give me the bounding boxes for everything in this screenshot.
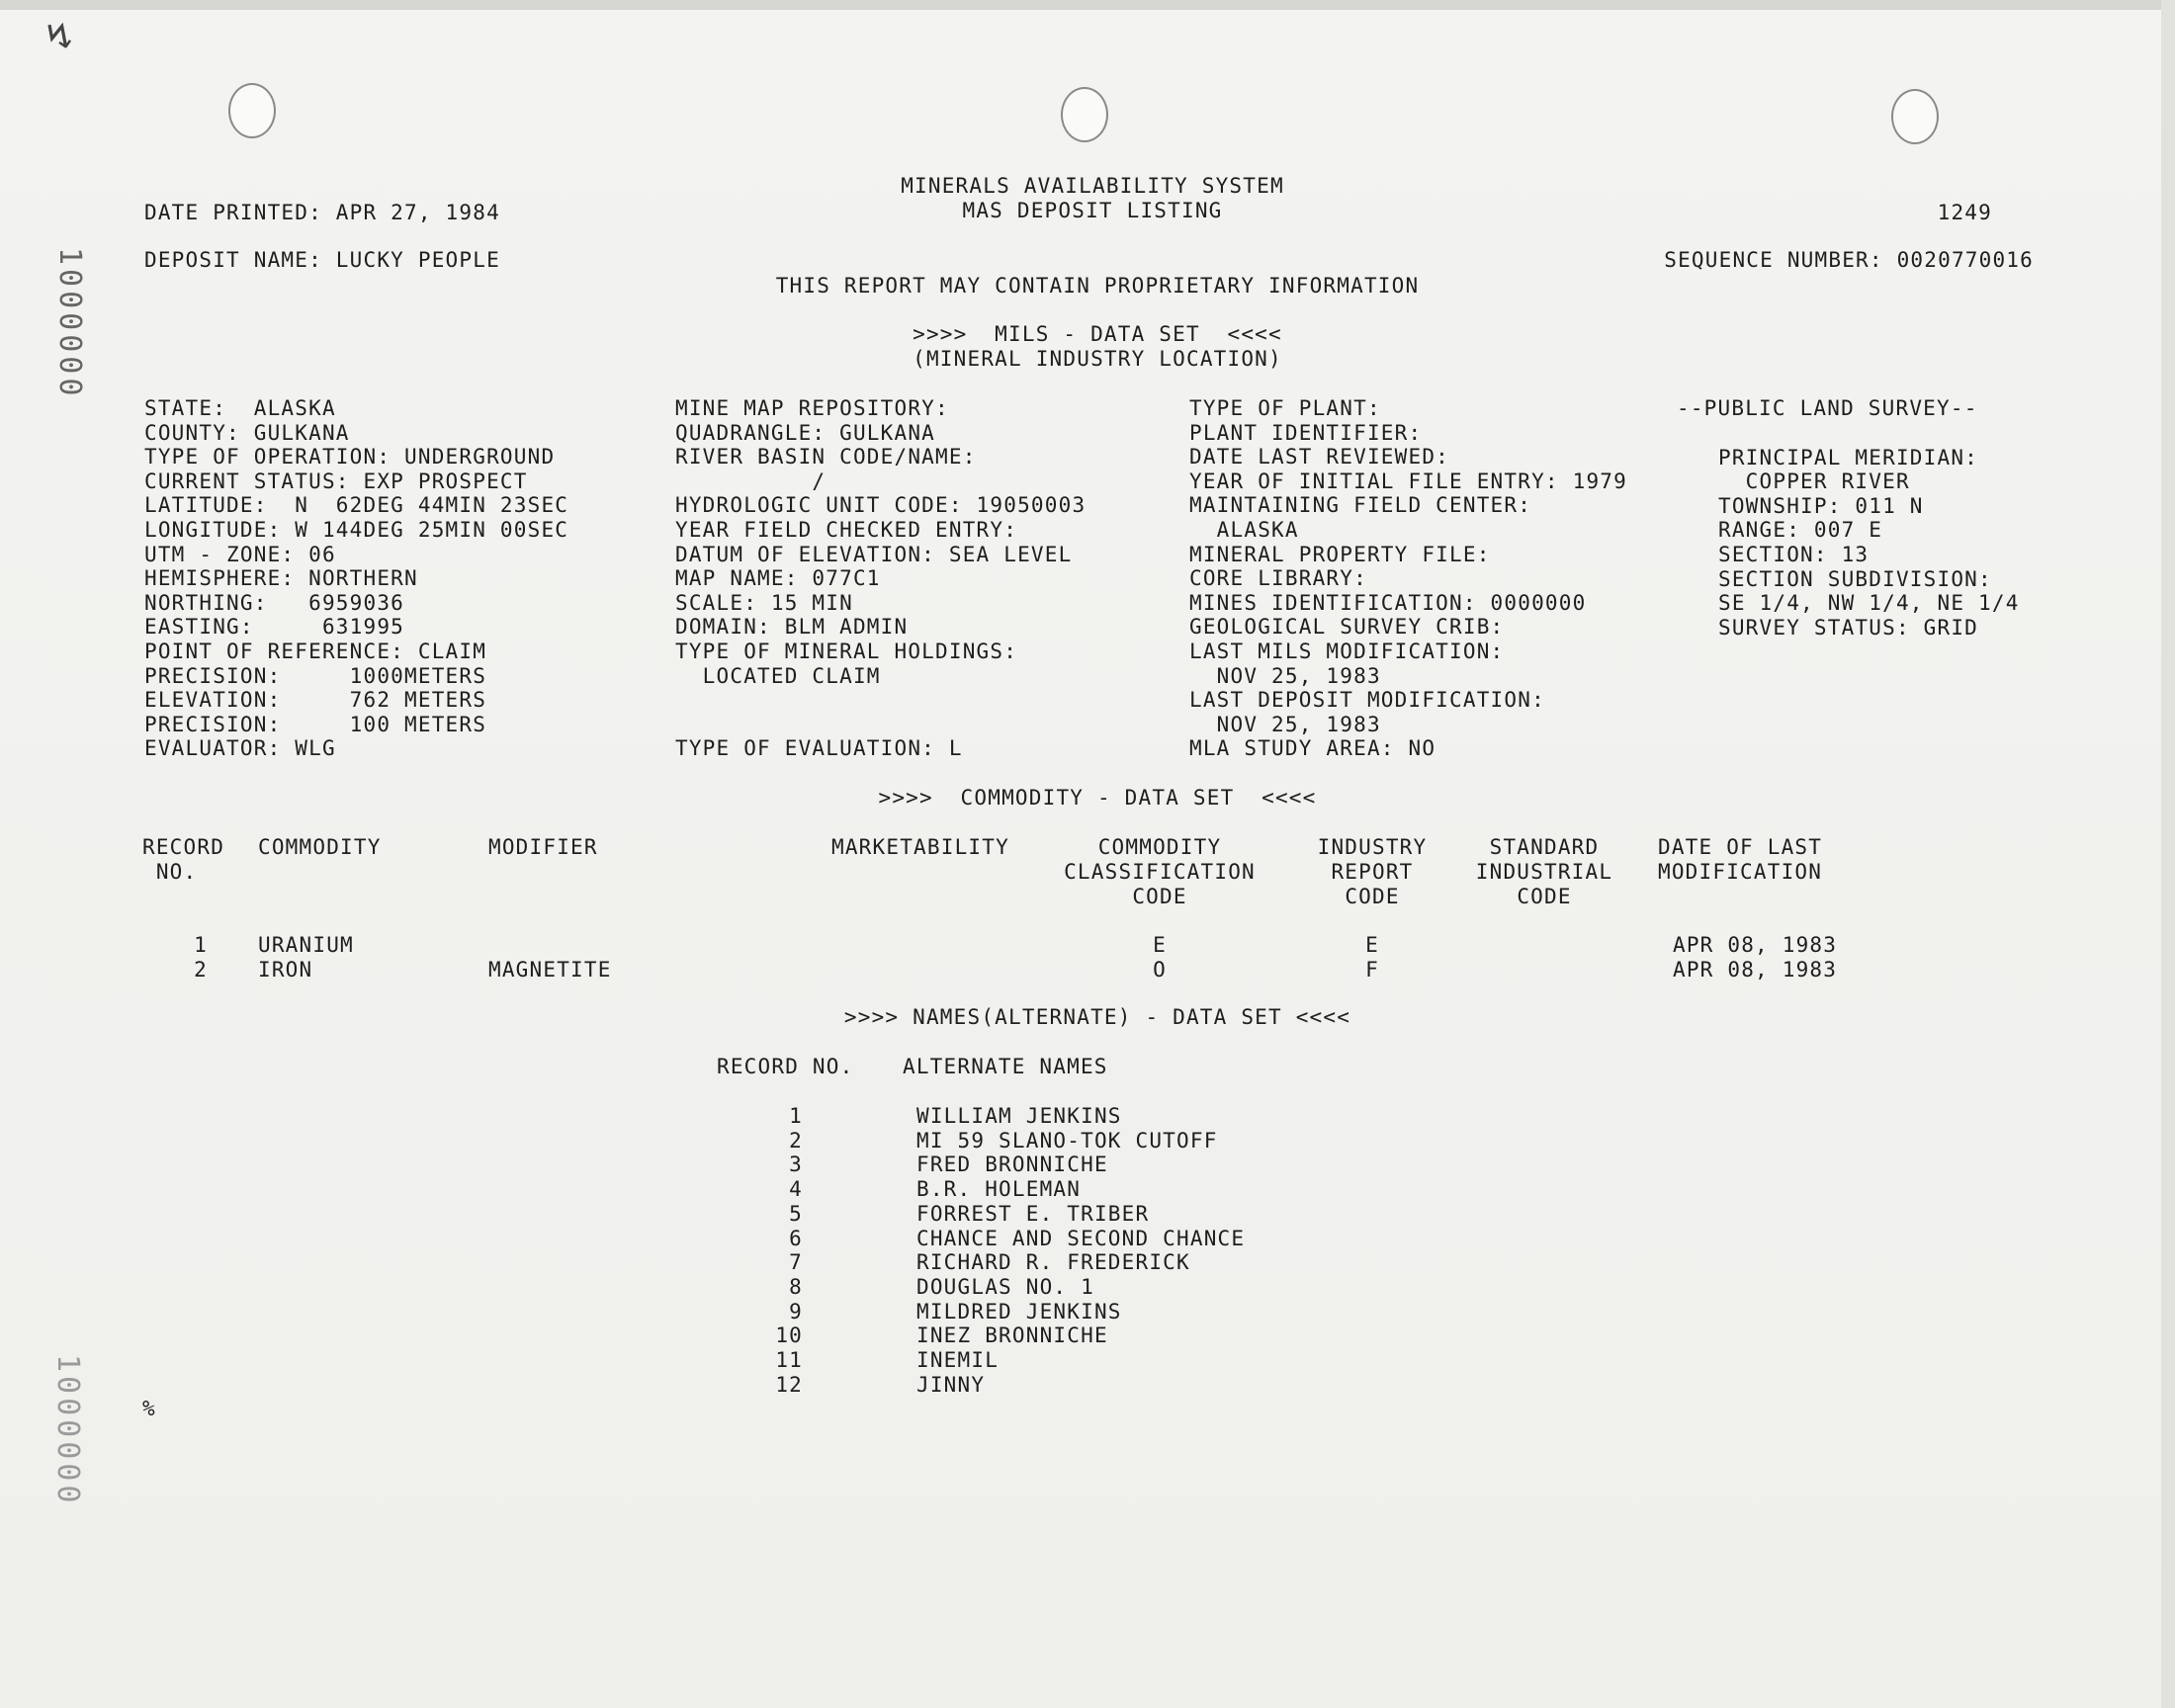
plant-field-line: MINERAL PROPERTY FILE: xyxy=(1189,542,1491,566)
commodity-record-no: 1 xyxy=(194,933,208,957)
punch-hole-right xyxy=(1891,89,1939,144)
alternate-name: B.R. HOLEMAN xyxy=(916,1177,1082,1202)
header-record-no: RECORD NO. xyxy=(142,835,225,884)
plant-field-line: MLA STUDY AREA: NO xyxy=(1189,736,1436,761)
alternate-name: MILDRED JENKINS xyxy=(916,1299,1122,1324)
map-field-line: TYPE OF EVALUATION: L xyxy=(675,736,963,761)
land-survey-field-line: SECTION SUBDIVISION: xyxy=(1718,566,1992,591)
plant-field-line: ALASKA xyxy=(1189,518,1299,542)
commodity-name: URANIUM xyxy=(258,933,354,957)
location-field-line: STATE: ALASKA xyxy=(144,396,336,420)
location-field-line: EVALUATOR: WLG xyxy=(144,736,336,761)
sequence-number: SEQUENCE NUMBER: 0020770016 xyxy=(1664,248,2034,272)
alternate-record-no: 5 xyxy=(789,1201,803,1226)
plant-field-line: PLANT IDENTIFIER: xyxy=(1189,420,1423,445)
location-field-line: EASTING: 631995 xyxy=(144,615,405,640)
land-survey-field-line: SURVEY STATUS: GRID xyxy=(1718,615,1979,640)
plant-field-line: LAST DEPOSIT MODIFICATION: xyxy=(1189,688,1545,713)
alternate-record-no: 1 xyxy=(789,1104,803,1128)
land-survey-field-line: TOWNSHIP: 011 N xyxy=(1718,493,1924,518)
alternate-record-no: 9 xyxy=(789,1299,803,1324)
map-field-line: / xyxy=(675,469,826,493)
location-field-line: CURRENT STATUS: EXP PROSPECT xyxy=(144,469,528,493)
map-field-line: YEAR FIELD CHECKED ENTRY: xyxy=(675,518,1018,542)
map-field-line: DOMAIN: BLM ADMIN xyxy=(675,615,909,640)
plant-field-line: MINES IDENTIFICATION: 0000000 xyxy=(1189,590,1587,615)
map-field-line: MINE MAP REPOSITORY: xyxy=(675,396,949,420)
paper-right-edge xyxy=(2161,0,2175,1708)
proprietary-notice: THIS REPORT MAY CONTAIN PROPRIETARY INFORMATION xyxy=(775,274,1420,298)
header-industry-report-code: INDUSTRY REPORT CODE xyxy=(1317,835,1428,908)
alternate-record-no: 3 xyxy=(789,1153,803,1177)
date-printed: DATE PRINTED: APR 27, 1984 xyxy=(144,201,500,224)
commodity-industry-code: F xyxy=(1365,958,1379,982)
plant-field-line: CORE LIBRARY: xyxy=(1189,566,1367,591)
location-field-line: UTM - ZONE: 06 xyxy=(144,542,336,566)
plant-field-line: TYPE OF PLANT: xyxy=(1189,396,1381,420)
alternate-name: INEMIL xyxy=(916,1348,1000,1372)
map-field-line: QUADRANGLE: GULKANA xyxy=(675,420,936,445)
commodity-class-code: E xyxy=(1153,933,1167,957)
side-document-number: 1000000 xyxy=(52,247,87,400)
commodity-title: >>>> COMMODITY - DATA SET <<<< xyxy=(878,786,1317,810)
alternate-record-no: 12 xyxy=(775,1372,803,1397)
alternate-record-no: 8 xyxy=(789,1274,803,1299)
side-document-number-faint: 1000000 xyxy=(50,1354,85,1507)
alternate-record-no: 6 xyxy=(789,1226,803,1250)
land-survey-field-line: COPPER RIVER xyxy=(1718,470,1910,494)
location-field-line: PRECISION: 100 METERS xyxy=(144,712,487,736)
header-commodity: COMMODITY xyxy=(258,835,382,859)
footer-percent-mark: % xyxy=(142,1397,156,1420)
land-survey-field-line: SECTION: 13 xyxy=(1718,543,1870,566)
location-field-line: PRECISION: 1000METERS xyxy=(144,663,487,688)
paper-top-edge xyxy=(0,0,2175,10)
commodity-modifier: MAGNETITE xyxy=(488,958,612,982)
header-alternate-names: ALTERNATE NAMES xyxy=(903,1055,1108,1078)
commodity-record-no: 2 xyxy=(194,958,208,982)
mils-subtitle: (MINERAL INDUSTRY LOCATION) xyxy=(913,347,1282,371)
alternate-record-no: 10 xyxy=(775,1324,803,1348)
alternate-name: WILLIAM JENKINS xyxy=(916,1104,1122,1128)
map-field-line: DATUM OF ELEVATION: SEA LEVEL xyxy=(675,542,1073,566)
plant-field-line: GEOLOGICAL SURVEY CRIB: xyxy=(1189,615,1505,640)
page-number: 1249 xyxy=(1937,201,1992,224)
land-survey-field-line: RANGE: 007 E xyxy=(1718,518,1883,543)
location-field-line: TYPE OF OPERATION: UNDERGROUND xyxy=(144,445,556,470)
map-field-line: MAP NAME: 077C1 xyxy=(675,566,881,591)
plant-field-line: NOV 25, 1983 xyxy=(1189,712,1381,736)
map-field-line: LOCATED CLAIM xyxy=(675,663,881,688)
map-field-line: SCALE: 15 MIN xyxy=(675,590,853,615)
commodity-name: IRON xyxy=(258,958,313,982)
commodity-date: APR 08, 1983 xyxy=(1673,933,1838,957)
alternate-record-no: 11 xyxy=(775,1348,803,1372)
plant-field-line: MAINTAINING FIELD CENTER: xyxy=(1189,493,1532,518)
commodity-class-code: O xyxy=(1153,958,1167,982)
location-field-line: NORTHING: 6959036 xyxy=(144,590,405,615)
alternate-name: MI 59 SLANO-TOK CUTOFF xyxy=(916,1128,1218,1153)
land-survey-field-line: SE 1/4, NW 1/4, NE 1/4 xyxy=(1718,591,2020,616)
plant-field-line: YEAR OF INITIAL FILE ENTRY: 1979 xyxy=(1189,469,1627,493)
alternate-name: DOUGLAS NO. 1 xyxy=(916,1274,1094,1299)
alternate-name: CHANCE AND SECOND CHANCE xyxy=(916,1226,1246,1250)
alternate-name: JINNY xyxy=(916,1372,986,1397)
mils-title: >>>> MILS - DATA SET <<<< xyxy=(913,322,1282,346)
plant-field-line: NOV 25, 1983 xyxy=(1189,663,1381,688)
punch-hole-center xyxy=(1061,87,1108,142)
plant-field-line: LAST MILS MODIFICATION: xyxy=(1189,640,1505,663)
alternate-record-no: 2 xyxy=(789,1128,803,1153)
map-field-line: RIVER BASIN CODE/NAME: xyxy=(675,445,977,470)
header-marketability: MARKETABILITY xyxy=(831,835,1009,859)
staple-mark-icon: ↯ xyxy=(40,11,79,62)
listing-title: MAS DEPOSIT LISTING xyxy=(962,199,1223,222)
location-field-line: LATITUDE: N 62DEG 44MIN 23SEC xyxy=(144,493,569,518)
names-title: >>>> NAMES(ALTERNATE) - DATA SET <<<< xyxy=(843,1005,1351,1029)
land-survey-field-line: PRINCIPAL MERIDIAN: xyxy=(1718,445,1979,470)
alternate-name: RICHARD R. FREDERICK xyxy=(916,1250,1190,1275)
punch-hole-left xyxy=(228,83,276,138)
deposit-name: DEPOSIT NAME: LUCKY PEOPLE xyxy=(144,248,500,272)
alternate-record-no: 7 xyxy=(789,1250,803,1275)
header-date-modification: DATE OF LAST MODIFICATION xyxy=(1658,835,1823,884)
location-field-line: ELEVATION: 762 METERS xyxy=(144,688,487,713)
location-field-line: LONGITUDE: W 144DEG 25MIN 00SEC xyxy=(144,518,569,542)
header-names-record-no: RECORD NO. xyxy=(717,1055,854,1078)
location-field-line: HEMISPHERE: NORTHERN xyxy=(144,566,418,591)
alternate-name: FRED BRONNICHE xyxy=(916,1153,1108,1177)
header-modifier: MODIFIER xyxy=(488,835,598,859)
system-title: MINERALS AVAILABILITY SYSTEM xyxy=(901,174,1284,198)
header-classification-code: COMMODITY CLASSIFICATION CODE xyxy=(1064,835,1256,908)
alternate-record-no: 4 xyxy=(789,1177,803,1202)
commodity-industry-code: E xyxy=(1365,933,1379,957)
public-land-survey-title: --PUBLIC LAND SURVEY-- xyxy=(1677,396,1978,420)
alternate-name: INEZ BRONNICHE xyxy=(916,1324,1108,1348)
header-sic-code: STANDARD INDUSTRIAL CODE xyxy=(1475,835,1613,908)
map-field-line: TYPE OF MINERAL HOLDINGS: xyxy=(675,640,1018,663)
location-field-line: COUNTY: GULKANA xyxy=(144,420,350,445)
alternate-name: FORREST E. TRIBER xyxy=(916,1201,1150,1226)
location-field-line: POINT OF REFERENCE: CLAIM xyxy=(144,640,487,663)
map-field-line: HYDROLOGIC UNIT CODE: 19050003 xyxy=(675,493,1087,518)
commodity-date: APR 08, 1983 xyxy=(1673,958,1838,982)
plant-field-line: DATE LAST REVIEWED: xyxy=(1189,445,1450,470)
